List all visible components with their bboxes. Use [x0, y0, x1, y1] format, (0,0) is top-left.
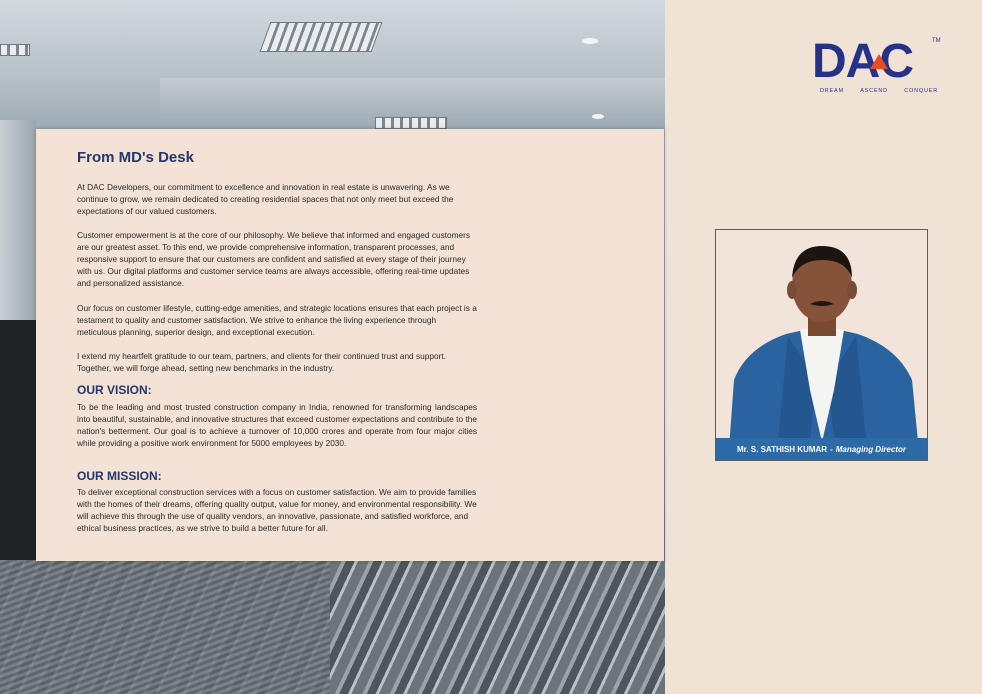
vision-heading: OUR VISION: [77, 383, 152, 397]
mission-heading: OUR MISSION: [77, 469, 162, 483]
ceiling-beam [160, 78, 665, 114]
portrait-illustration [716, 230, 928, 461]
md-message-card [36, 129, 664, 561]
tagline-word: DREAM [820, 88, 844, 94]
message-paragraph-3: Our focus on customer lifestyle, cutting-edge amenities, and strategic locations ensures that each project is a testament to quality and customer satisfaction. We strive to enhance the living experience through meticulous planning, superior design, and exceptional execution. [77, 303, 477, 337]
tagline-word: ASCEND [860, 88, 888, 94]
office-desk [0, 320, 36, 560]
ceiling-light-panel [260, 22, 383, 52]
md-portrait [715, 229, 928, 461]
md-role: Managing Director [835, 444, 906, 454]
dac-logo [812, 35, 941, 100]
caption-separator: - [830, 444, 833, 454]
carpet-floor [0, 560, 665, 694]
page-title: From MD's Desk [77, 149, 194, 166]
vision-text: To be the leading and most trusted construction company in India, renowned for transforming landscapes into beautiful, sustainable, and innovative structures that exceed customer expectations and contribute to the nation's betterment. Our goal is to achieve a turnover of 10,000 crores and operate from four major cities while providing a positive work environment for 5000 employees by 2030. [77, 402, 477, 448]
ceiling-light-panel [0, 44, 30, 56]
tagline-word: CONQUER [904, 88, 938, 94]
mission-text: To deliver exceptional construction services with a focus on customer satisfaction. We aim to provide families with the homes of their dreams, offering quality output, value for money, and environmental responsibility. We will achieve this through the use of quality vendors, an innovative, passionate, and satisfied workforce, and ethical business practices, as we strive to build a better future for all. [77, 487, 477, 533]
portrait-caption [716, 438, 927, 460]
ceiling-light-panel [375, 117, 447, 129]
logo-tagline [820, 88, 938, 94]
logo-wordmark: DAC [812, 35, 913, 88]
logo-triangle-mark [870, 54, 888, 69]
message-paragraph-1: At DAC Developers, our commitment to excellence and innovation in real estate is unwavering. As we continue to grow, we remain dedicated to creating residential spaces that not only meet but exceed the expectations of our valued customers. [77, 182, 454, 216]
ceiling-downlight [582, 38, 598, 44]
logo-trademark: TM [932, 38, 941, 44]
md-name: Mr. S. SATHISH KUMAR [737, 444, 828, 454]
message-paragraph-4: I extend my heartfelt gratitude to our team, partners, and clients for their continued trust and support. Together, we will forge ahead, setting new benchmarks in the industry. [77, 351, 446, 373]
ceiling-downlight [592, 114, 604, 119]
ceiling [0, 0, 665, 130]
message-paragraph-2: Customer empowerment is at the core of our philosophy. We believe that informed and engaged customers are our greatest asset. To this end, we provide comprehensive information, transparent processes, and responsive support to ensure that our customers are confident and satisfied at every stage of their journey with us. Our digital platforms and customer service teams are always accessible, offering real-time updates and personalized assistance. [77, 230, 471, 288]
